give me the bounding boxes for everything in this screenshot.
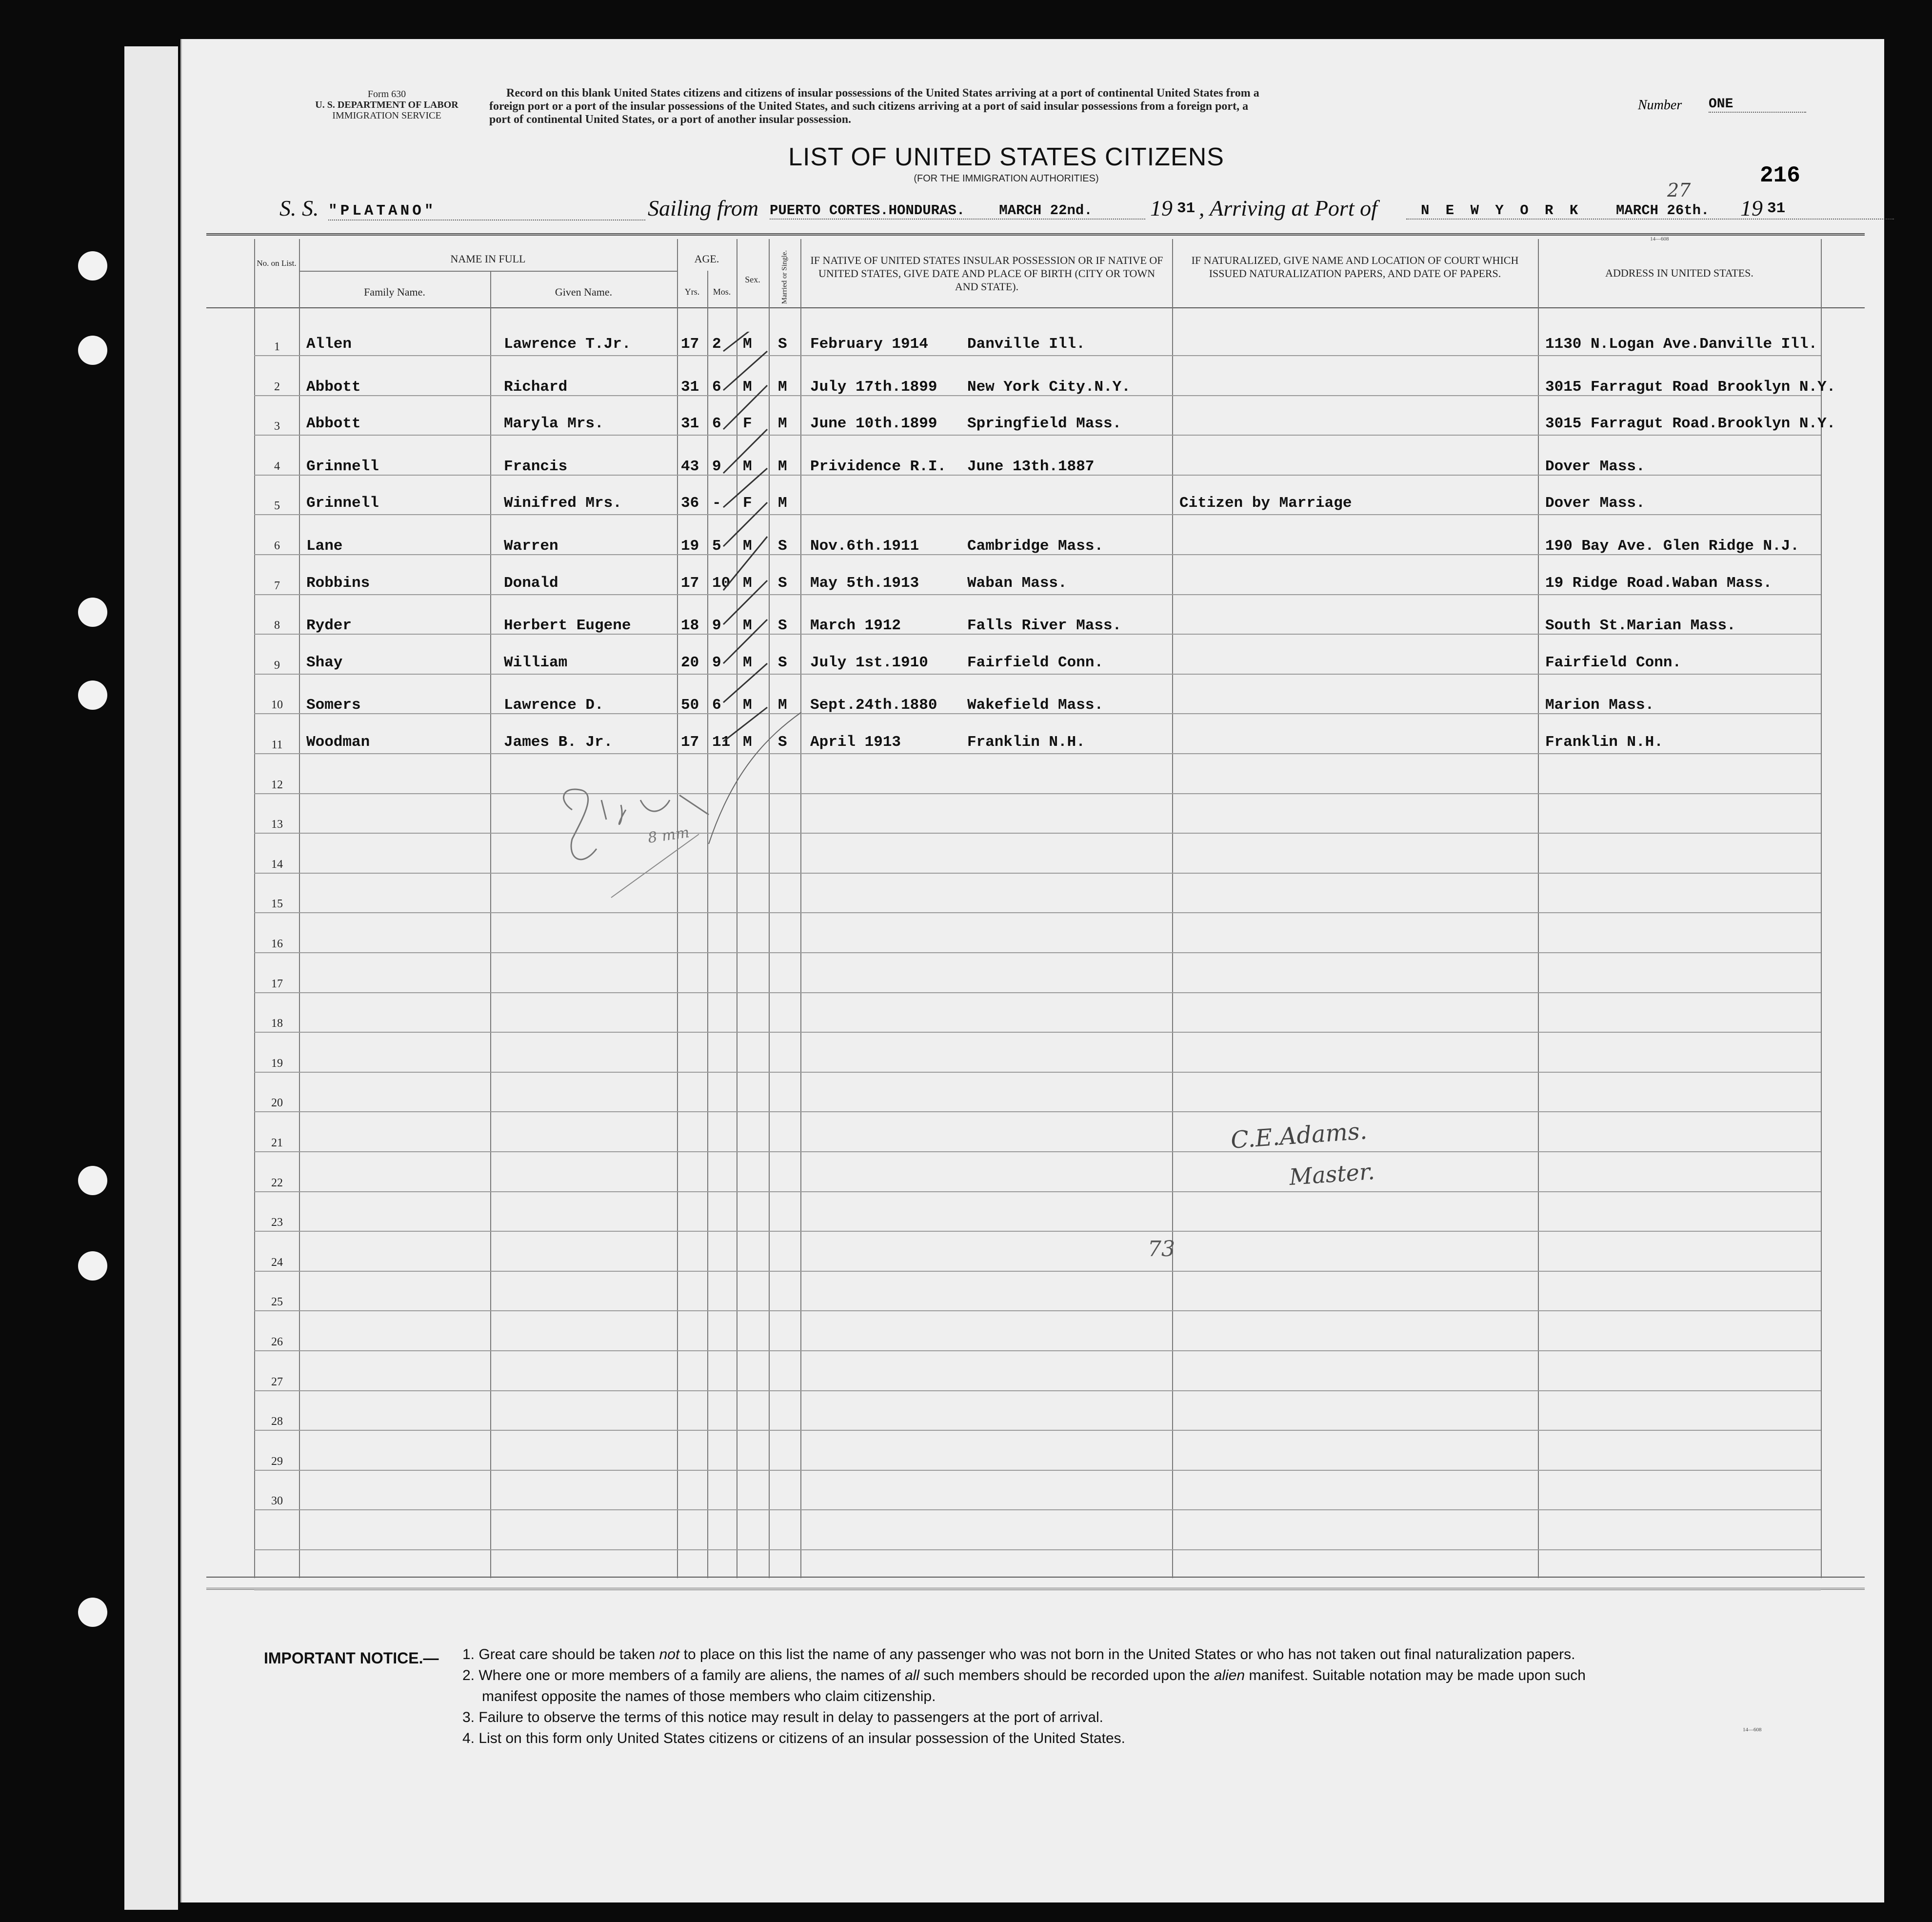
ruled-line (254, 1509, 1821, 1510)
family-name: Grinnell (306, 458, 379, 475)
print-code-bottom: 14—608 (1743, 1727, 1762, 1733)
col-header-no: No. on List. (257, 259, 297, 268)
col-header-mos: Mos. (713, 287, 731, 297)
arrival-year: 31 (1767, 200, 1786, 217)
row-number: 3 (274, 420, 280, 433)
row-number: 6 (274, 540, 280, 552)
address: 190 Bay Ave. Glen Ridge N.J. (1545, 538, 1799, 555)
ship-label: S. S. (279, 196, 319, 220)
family-name: Woodman (306, 734, 370, 751)
row-number: 12 (271, 778, 283, 791)
notice-text: 2. Where one or more members of a family are aliens, the names of (462, 1667, 905, 1683)
ruled-line (254, 674, 1821, 675)
sex: M (743, 654, 752, 671)
marital-status: M (778, 495, 787, 512)
age-months: 9 (712, 458, 721, 475)
family-name: Abbott (306, 415, 361, 433)
row-number: 20 (271, 1097, 283, 1110)
sailing-from (770, 202, 1145, 220)
address: 19 Ridge Road.Waban Mass. (1545, 574, 1773, 592)
age-months: 11 (712, 734, 731, 751)
given-name: Maryla Mrs. (504, 415, 604, 433)
ruled-line (254, 1191, 1821, 1192)
ruled-line (254, 1589, 1821, 1590)
row-number: 28 (271, 1415, 283, 1428)
ruled-line (254, 1151, 1821, 1152)
number-label: Number (1638, 98, 1682, 113)
birth-date: Sept.24th.1880 (810, 697, 937, 714)
sex: F (743, 415, 752, 433)
sailing-year: 31 (1177, 200, 1195, 217)
sex: M (743, 734, 752, 751)
punch-hole (78, 1166, 107, 1195)
arrival-info (1406, 202, 1894, 220)
age-years: 43 (681, 458, 699, 475)
row-number: 19 (271, 1057, 283, 1070)
row-number: 24 (271, 1256, 283, 1269)
row-number: 27 (271, 1375, 283, 1388)
col-header-sex: Sex. (745, 275, 760, 284)
row-number: 26 (271, 1336, 283, 1348)
given-name: Francis (504, 458, 568, 475)
birth-place: New York City.N.Y. (967, 378, 1131, 396)
sailing-year-prefix: 19 (1150, 196, 1173, 220)
page-title: LIST OF UNITED STATES CITIZENS (788, 143, 1224, 171)
sex: M (743, 574, 752, 592)
row-number: 22 (271, 1176, 283, 1189)
ruled-line (254, 952, 1821, 953)
row-number: 15 (271, 898, 283, 911)
sex: M (743, 697, 752, 714)
sex: M (743, 538, 752, 555)
address: Dover Mass. (1545, 458, 1645, 475)
row-number: 21 (271, 1137, 283, 1149)
ruled-line (254, 1231, 1821, 1232)
age-years: 17 (681, 574, 699, 592)
family-name: Somers (306, 697, 361, 714)
instructions-line: Record on this blank United States citizens and citizens of insular possessions of the United States arriving at a port of continental United States from a (506, 87, 1259, 100)
marital-status: S (778, 574, 787, 592)
notice-text: to place on this list the name of any passenger who was not born in the United States or who has not taken out final naturalization papers. (679, 1646, 1575, 1662)
age-years: 20 (681, 654, 699, 671)
birth-place: June 13th.1887 (967, 458, 1095, 475)
age-years: 17 (681, 734, 699, 751)
age-years: 18 (681, 617, 699, 635)
given-name: Donald (504, 574, 558, 592)
name-subheader-rule (299, 271, 677, 272)
col-header-given: Given Name. (555, 286, 613, 298)
age-months: 9 (712, 654, 721, 671)
birth-place: Waban Mass. (967, 574, 1067, 592)
address: 3015 Farragut Road Brooklyn N.Y. (1545, 378, 1836, 396)
marital-status: S (778, 538, 787, 555)
given-name: Lawrence T.Jr. (504, 336, 631, 353)
family-name: Shay (306, 654, 343, 671)
address: Dover Mass. (1545, 495, 1645, 512)
row-number: 25 (271, 1296, 283, 1309)
col-header-yrs: Yrs. (684, 287, 700, 297)
row-number: 11 (271, 739, 283, 751)
ruled-line (254, 833, 1821, 834)
col-header-address: ADDRESS IN UNITED STATES. (1605, 267, 1753, 279)
notice-text: such members should be recorded upon the (919, 1667, 1214, 1683)
punch-hole (78, 1598, 107, 1627)
instructions-line: port of continental United States, or a port of another insular possession. (489, 113, 852, 126)
address: 1130 N.Logan Ave.Danville Ill. (1545, 336, 1818, 353)
col-header-family: Family Name. (364, 286, 425, 298)
col-header-name: NAME IN FULL (450, 253, 526, 265)
address: South St.Marian Mass. (1545, 617, 1736, 635)
row-number: 7 (274, 579, 280, 592)
age-years: 31 (681, 415, 699, 433)
master-title: Master. (1288, 1158, 1376, 1191)
sailing-label: Sailing from (648, 196, 759, 220)
arrival-correction: 27 (1667, 180, 1691, 201)
ruled-line (254, 594, 1821, 595)
column-divider (1538, 239, 1539, 1578)
marital-status: S (778, 654, 787, 671)
arrival-date: MARCH 26th. (1616, 202, 1710, 219)
ruled-line (254, 912, 1821, 913)
notice-text: 1. Great care should be taken (462, 1646, 659, 1662)
age-years: 50 (681, 697, 699, 714)
master-signature: C.E.Adams. (1230, 1117, 1368, 1154)
punch-hole (78, 336, 107, 365)
marital-status: M (778, 415, 787, 433)
ruled-line (254, 1032, 1821, 1033)
row-number: 2 (274, 380, 280, 393)
handwritten-initials: 8 mm (646, 824, 691, 847)
ruled-line (254, 514, 1821, 515)
age-months: 5 (712, 538, 721, 555)
form-number: Form 630 (367, 89, 406, 100)
number-value: ONE (1709, 97, 1806, 113)
row-number: 10 (271, 699, 283, 712)
sex: F (743, 495, 752, 512)
marital-status: S (778, 617, 787, 635)
department-label: U. S. DEPARTMENT OF LABOR (315, 100, 458, 110)
family-name: Robbins (306, 574, 370, 592)
manifest-page (180, 39, 1884, 1902)
birth-date: July 1st.1910 (810, 654, 928, 671)
family-name: Lane (306, 538, 343, 555)
given-name: Richard (504, 378, 568, 396)
age-months: - (712, 495, 721, 512)
ruled-line (254, 355, 1821, 356)
birth-place: Danville Ill. (967, 336, 1085, 353)
service-label: IMMIGRATION SERVICE (332, 110, 441, 121)
punch-hole (78, 1251, 107, 1281)
birth-date: April 1913 (810, 734, 901, 751)
ruled-line (254, 873, 1821, 874)
age-months: 10 (712, 574, 731, 592)
ruled-line (254, 1470, 1821, 1471)
age-months: 6 (712, 697, 721, 714)
age-years: 19 (681, 538, 699, 555)
ship-name: "PLATANO" (328, 202, 645, 220)
col-header-married: Married or Single. (780, 250, 789, 304)
ruled-line (254, 1072, 1821, 1073)
notice-emphasis: not (659, 1646, 680, 1662)
instructions-line: foreign port or a port of the insular possessions of the United States, and such citizens arriving at a port of said insular possessions from a foreign port, a (489, 100, 1249, 113)
handwritten-initials-mark (553, 781, 718, 917)
notice-emphasis: all (905, 1667, 920, 1683)
age-years: 17 (681, 336, 699, 353)
notice-item: 3. Failure to observe the terms of this notice may result in delay to passengers at the port of arrival. (462, 1709, 1103, 1725)
page-subtitle: (FOR THE IMMIGRATION AUTHORITIES) (914, 173, 1099, 184)
binder-strip (124, 46, 178, 1910)
given-name: Winifred Mrs. (504, 495, 622, 512)
row-number: 29 (271, 1455, 283, 1468)
birth-date: June 10th.1899 (810, 415, 937, 433)
row-number: 5 (274, 500, 280, 513)
address: Franklin N.H. (1545, 734, 1663, 751)
notice-item: manifest opposite the names of those members who claim citizenship. (482, 1688, 936, 1704)
column-divider (1172, 239, 1173, 1578)
naturalization: Citizen by Marriage (1179, 495, 1352, 512)
sex: M (743, 336, 752, 353)
sex: M (743, 458, 752, 475)
stamp-mark: 73 (1148, 1237, 1175, 1261)
column-divider (254, 239, 255, 1578)
ruled-line (254, 1430, 1821, 1431)
punch-hole (78, 598, 107, 627)
marital-status: S (778, 336, 787, 353)
row-number: 9 (274, 659, 280, 672)
instructions-block (489, 87, 1259, 126)
birth-date: March 1912 (810, 617, 901, 635)
ruled-line (254, 753, 1821, 754)
row-number: 1 (274, 340, 280, 353)
row-number: 30 (271, 1495, 283, 1508)
print-code: 14—608 (1650, 236, 1669, 242)
row-number: 17 (271, 977, 283, 990)
age-months: 9 (712, 617, 721, 635)
ruled-line (254, 1350, 1821, 1351)
row-number: 16 (271, 938, 283, 950)
row-number: 8 (274, 619, 280, 632)
given-name: Warren (504, 538, 558, 555)
ruled-line (254, 793, 1821, 794)
age-years: 31 (681, 378, 699, 396)
birth-date: Prividence R.I. (810, 458, 947, 475)
age-months: 6 (712, 378, 721, 396)
table-bottom-rule (206, 1577, 1865, 1578)
arrival-port: N E W Y O R K (1421, 202, 1582, 219)
col-header-naturalized: IF NATURALIZED, GIVE NAME AND LOCATION OF COURT WHICH ISSUED NATURALIZATION PAPERS, AND DATE OF PAPERS. (1191, 254, 1519, 280)
column-divider (490, 271, 491, 1578)
birth-date: July 17th.1899 (810, 378, 937, 396)
arriving-label: , Arriving at Port of (1199, 196, 1377, 220)
address: 3015 Farragut Road.Brooklyn N.Y. (1545, 415, 1836, 433)
birth-date: February 1914 (810, 336, 928, 353)
ruled-line (254, 1111, 1821, 1112)
marital-status: S (778, 734, 787, 751)
punch-hole (78, 251, 107, 280)
ruled-line (254, 1549, 1821, 1550)
sex: M (743, 378, 752, 396)
family-name: Ryder (306, 617, 352, 635)
col-header-age: AGE. (694, 253, 719, 265)
marital-status: M (778, 458, 787, 475)
row-number: 14 (271, 858, 283, 871)
age-months: 6 (712, 415, 721, 433)
column-divider (299, 239, 300, 1578)
birth-place: Fairfield Conn. (967, 654, 1104, 671)
age-months: 2 (712, 336, 721, 353)
column-divider (1821, 239, 1822, 1578)
address: Fairfield Conn. (1545, 654, 1682, 671)
birth-place: Franklin N.H. (967, 734, 1085, 751)
table-header-rule (206, 307, 1865, 308)
row-number: 13 (271, 818, 283, 831)
notice-item (462, 1665, 1877, 1686)
table-top-rule (206, 233, 1865, 236)
given-name: Lawrence D. (504, 697, 604, 714)
notice-item (462, 1644, 1877, 1665)
ruled-line (254, 1310, 1821, 1311)
notice-item: 4. List on this form only United States citizens or citizens of an insular possession of the United States. (462, 1730, 1126, 1746)
birth-place: Springfield Mass. (967, 415, 1122, 433)
family-name: Allen (306, 336, 352, 353)
given-name: Herbert Eugene (504, 617, 631, 635)
notice-body (462, 1644, 1877, 1749)
given-name: James B. Jr. (504, 734, 613, 751)
given-name: William (504, 654, 568, 671)
birth-date: May 5th.1913 (810, 574, 919, 592)
family-name: Abbott (306, 378, 361, 396)
notice-text: manifest. Suitable notation may be made upon such (1245, 1667, 1586, 1683)
birth-place: Cambridge Mass. (967, 538, 1104, 555)
ruled-line (254, 435, 1821, 436)
address: Marion Mass. (1545, 697, 1654, 714)
arrival-year-prefix: 19 (1740, 196, 1763, 220)
ruled-line (254, 1271, 1821, 1272)
sailing-port: PUERTO CORTES.HONDURAS. (770, 202, 965, 219)
marital-status: M (778, 378, 787, 396)
page-number: 216 (1760, 163, 1800, 188)
ruled-line (254, 1390, 1821, 1391)
row-number: 18 (271, 1017, 283, 1030)
ruled-line (254, 992, 1821, 993)
notice-heading: IMPORTANT NOTICE.— (264, 1649, 439, 1667)
family-name: Grinnell (306, 495, 379, 512)
sailing-date: MARCH 22nd. (999, 202, 1093, 219)
sex: M (743, 617, 752, 635)
row-number: 23 (271, 1216, 283, 1229)
birth-place: Falls River Mass. (967, 617, 1122, 635)
punch-hole (78, 681, 107, 710)
birth-date: Nov.6th.1911 (810, 538, 919, 555)
col-header-birth: IF NATIVE OF UNITED STATES INSULAR POSSESSION OR IF NATIVE OF UNITED STATES, GIVE DATE AND PLACE OF BIRTH (CITY OR TOWN AND STATE). (810, 254, 1163, 293)
notice-emphasis: alien (1214, 1667, 1245, 1683)
marital-status: M (778, 697, 787, 714)
row-number: 4 (274, 460, 280, 473)
age-years: 36 (681, 495, 699, 512)
birth-place: Wakefield Mass. (967, 697, 1104, 714)
